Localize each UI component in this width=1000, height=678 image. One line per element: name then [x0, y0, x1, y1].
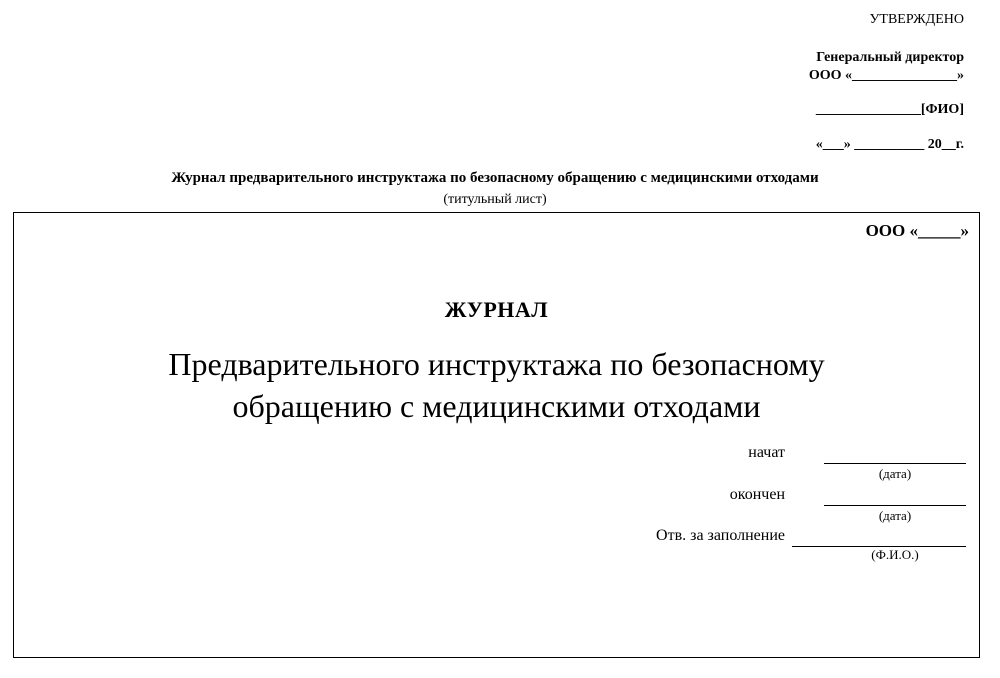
document-title: Журнал предварительного инструктажа по безопасному обращению с медицинскими отходами	[171, 170, 819, 186]
finished-date-line	[824, 505, 966, 506]
approval-date-line: «___» __________ 20__г.	[815, 137, 964, 152]
journal-heading: ЖУРНАЛ	[444, 297, 549, 322]
started-date-line	[824, 463, 966, 464]
approved-label: УТВЕРЖДЕНО	[869, 12, 964, 27]
journal-name-line1: Предварительного инструктажа по безопасному	[168, 346, 825, 382]
journal-name	[14, 343, 979, 427]
title-page-frame	[13, 212, 980, 658]
journal-name-line2: обращению с медицинскими отходами	[232, 388, 761, 424]
started-date-hint: (дата)	[878, 466, 912, 481]
director-position: Генеральный директор	[816, 50, 964, 65]
responsible-label: Отв. за заполнение	[656, 527, 785, 544]
started-label: начат	[748, 444, 785, 461]
title-page-organization: ООО «_____»	[865, 221, 969, 240]
signature-line: _______________[ФИО]	[815, 102, 964, 117]
responsible-hint: (Ф.И.О.)	[871, 547, 919, 562]
document-subtitle: (титульный лист)	[443, 192, 547, 207]
finished-label: окончен	[729, 486, 785, 503]
finished-date-hint: (дата)	[878, 508, 912, 523]
approval-organization: ООО «_______________»	[808, 68, 964, 83]
